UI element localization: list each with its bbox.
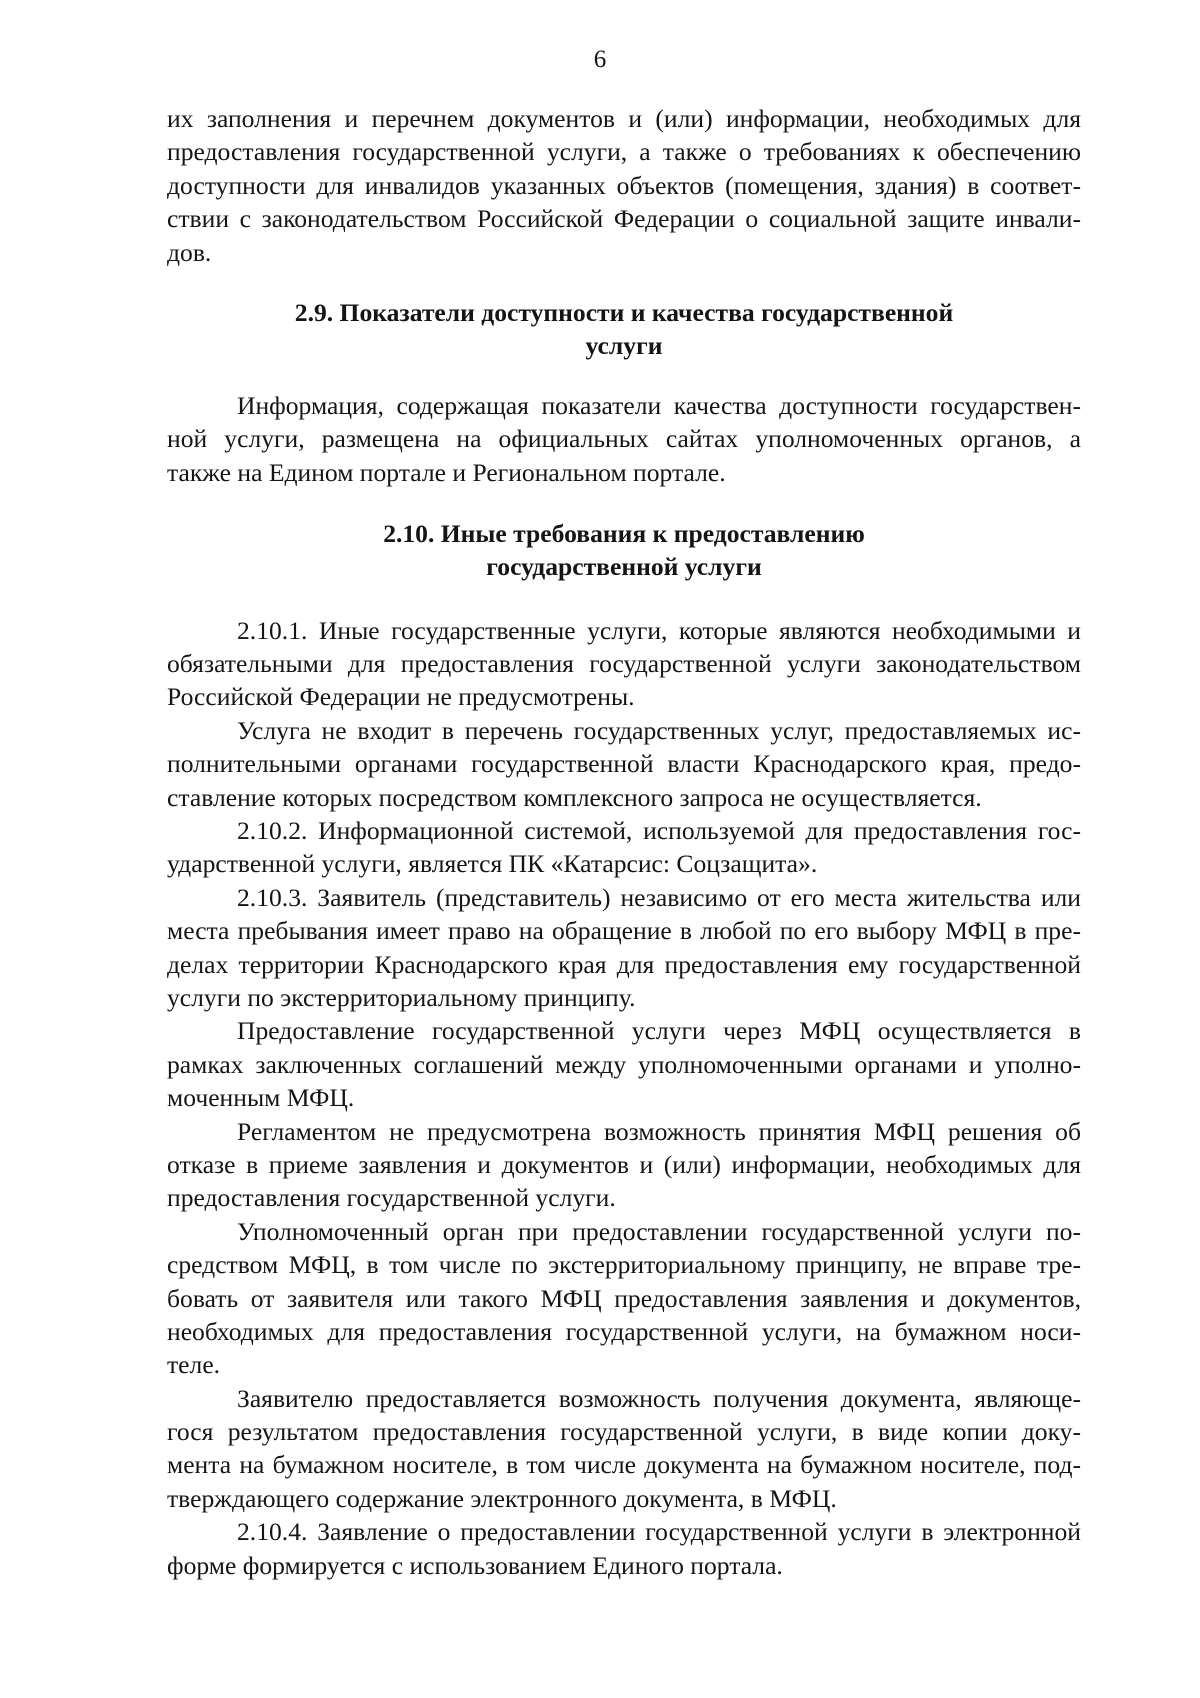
text-line: рамках заключенных соглашений между уполномоченными органами и уполно- xyxy=(167,1049,1081,1079)
text-line: места пребывания имеет право на обращение в любой по его выбору МФЦ в пре- xyxy=(167,916,1081,946)
text-line: теле. xyxy=(167,1350,221,1380)
intro-paragraph xyxy=(167,102,1081,269)
text-line: 2.10.1. Иные государственные услуги, которые являются необходимыми и xyxy=(237,615,1081,645)
text-line: услуги по экстерриториальному принципу. xyxy=(167,982,636,1012)
text-line: Регламентом не предусмотрена возможность принятия МФЦ решения об xyxy=(237,1116,1081,1146)
text-line: Информация, содержащая показатели качества доступности государствен- xyxy=(237,390,1081,420)
text-line: Услуга не входит в перечень государственных услуг, предоставляемых ис- xyxy=(237,715,1081,745)
text-line: моченным МФЦ. xyxy=(167,1083,355,1113)
text-line: также на Едином портале и Региональном портале. xyxy=(167,457,726,487)
text-line: дов. xyxy=(167,237,212,267)
text-line: Заявителю предоставляется возможность получения документа, являюще- xyxy=(237,1383,1081,1413)
spacer xyxy=(167,363,1081,389)
text-line: обязательными для предоставления государственной услуги законодательством xyxy=(167,649,1081,679)
text-line: 2.10.4. Заявление о предоставлении государственной услуги в электронной xyxy=(237,1517,1081,1547)
section-2-10-body xyxy=(167,614,1081,1582)
page-content xyxy=(167,102,1081,1582)
section-2-10-heading xyxy=(167,517,1081,584)
text-line: ставление которых посредством комплексного запроса не осуществляется. xyxy=(167,782,982,812)
section-2-9-paragraph xyxy=(167,389,1081,489)
text-line: доступности для инвалидов указанных объектов (помещения, здания) в соответ- xyxy=(167,170,1081,200)
text-line: бовать от заявителя или такого МФЦ предоставления заявления и документов, xyxy=(167,1283,1081,1313)
text-line: Предоставление государственной услуги через МФЦ осуществляется в xyxy=(237,1016,1081,1046)
text-line: 2.10.2. Информационной системой, используемой для предоставления гос- xyxy=(237,816,1081,846)
text-line: гося результатом предоставления государственной услуги, в виде копии доку- xyxy=(167,1417,1081,1447)
spacer xyxy=(167,584,1081,614)
section-heading-line: 2.10. Иные требования к предоставлению xyxy=(383,518,865,548)
text-line: Российской Федерации не предусмотрены. xyxy=(167,682,635,712)
text-line: полнительными органами государственной власти Краснодарского края, предо- xyxy=(167,749,1081,779)
section-heading-line: 2.9. Показатели доступности и качества государственной xyxy=(294,297,954,327)
text-line: предоставления государственной услуги. xyxy=(167,1183,616,1213)
section-2-9-heading xyxy=(167,296,1081,363)
section-heading-line: услуги xyxy=(585,331,663,361)
text-line: делах территории Краснодарского края для предоставления ему государственной xyxy=(167,949,1081,979)
text-line: мента на бумажном носителе, в том числе документа на бумажном носителе, под- xyxy=(167,1450,1081,1480)
text-line: ной услуги, размещена на официальных сайтах уполномоченных органов, а xyxy=(167,424,1081,454)
text-line: средством МФЦ, в том числе по экстерриториальному принципу, не вправе тре- xyxy=(167,1250,1081,1280)
text-line: тверждающего содержание электронного документа, в МФЦ. xyxy=(167,1483,837,1513)
text-line: ствии с законодательством Российской Федерации о социальной защите инвали- xyxy=(167,204,1081,234)
text-line: ударственной услуги, является ПК «Катарсис: Соцзащита». xyxy=(167,849,818,879)
text-line: 2.10.3. Заявитель (представитель) независимо от его места жительства или xyxy=(237,882,1081,912)
text-line: необходимых для предоставления государственной услуги, на бумажном носи- xyxy=(167,1316,1081,1346)
text-line: форме формируется с использованием Единого портала. xyxy=(167,1550,783,1580)
spacer xyxy=(167,269,1081,296)
text-line: отказе в приеме заявления и документов и (или) информации, необходимых для xyxy=(167,1149,1081,1179)
text-line: Уполномоченный орган при предоставлении государственной услуги по- xyxy=(237,1216,1081,1246)
text-line: предоставления государственной услуги, а также о требованиях к обеспечению xyxy=(167,137,1081,167)
page-number: 6 xyxy=(593,46,607,73)
text-line: их заполнения и перечнем документов и (или) информации, необходимых для xyxy=(167,104,1081,133)
spacer xyxy=(167,489,1081,517)
section-heading-line: государственной услуги xyxy=(486,552,762,582)
